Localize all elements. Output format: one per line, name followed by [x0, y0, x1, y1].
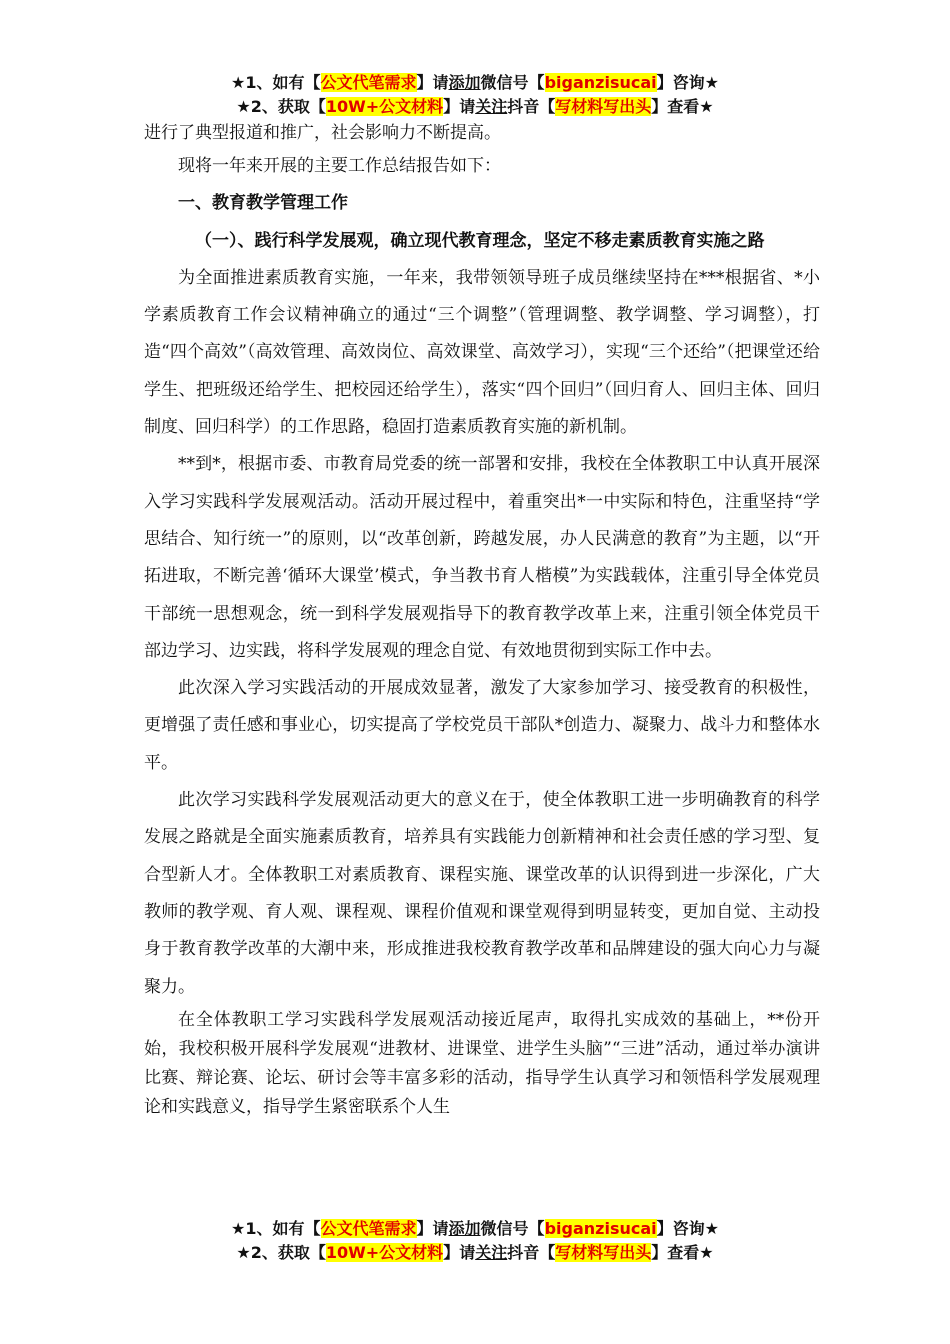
- banner-text: 】请: [443, 1243, 476, 1262]
- highlight-douyin-id: 写材料写出头: [555, 97, 652, 116]
- banner-text: 微信号【: [480, 1219, 545, 1238]
- paragraph: 现将一年来开展的主要工作总结报告如下：: [178, 156, 501, 176]
- banner-text-underlined: 关注: [475, 97, 508, 116]
- highlight-service: 公文代笔需求: [320, 73, 417, 92]
- banner-text: ★1、如有【: [231, 1219, 321, 1238]
- highlight-wechat-id: biganzisucai: [544, 1219, 657, 1238]
- banner-text: ★2、获取【: [236, 1243, 326, 1262]
- section-heading: 一、教育教学管理工作: [178, 193, 348, 214]
- banner-text: 】请: [443, 97, 476, 116]
- paragraph: 此次学习实践科学发展观活动更大的意义在于，使全体教职工进一步明确教育的科学发展之路就是全面实施素质教育，培养具有实践能力创新精神和社会责任感的学习型、复合型新人才。全体教职工对素质教育、课程实施、课堂改革的认识得到进一步深化，广大教师的教学观、育人观、课程观、课程价值观和课堂观得到明显转变，更加自觉、主动投身于教育教学改革的大潮中来，形成推进我校教育教学改革和品牌建设的强大向心力与凝聚力。: [144, 790, 820, 997]
- banner-text: 抖音【: [507, 1243, 556, 1262]
- highlight-wechat-id: biganzisucai: [544, 73, 657, 92]
- banner-text: 】请: [416, 73, 449, 92]
- banner-text: 】查看★: [651, 97, 714, 116]
- banner-text: 抖音【: [507, 97, 556, 116]
- footer-banner-line-2: [0, 1242, 950, 1264]
- highlight-douyin-id: 写材料写出头: [555, 1243, 652, 1262]
- document-body: [144, 118, 820, 1122]
- highlight-materials: 10W+公文材料: [325, 1243, 444, 1262]
- banner-text: ★2、获取【: [236, 97, 326, 116]
- header-banner-line-2: [0, 96, 950, 118]
- paragraph: **到*，根据市委、市教育局党委的统一部署和安排，我校在全体教职工中认真开展深入学习实践科学发展观活动。活动开展过程中，着重突出*一中实际和特色，注重坚持“学思结合、知行统一”的原则，以“改革创新，跨越发展，办人民满意的教育”为主题，以“开拓进取，不断完善‘循环大课堂’模式，争当教书育人楷模”为实践载体，注重引导全体党员干部统一思想观念，统一到科学发展观指导下的教育教学改革上来，注重引领全体党员干部边学习、边实践，将科学发展观的理念自觉、有效地贯彻到实际工作中去。: [144, 454, 820, 661]
- highlight-materials: 10W+公文材料: [325, 97, 444, 116]
- subsection-heading: （一）、践行科学发展观，确立现代教育理念，坚定不移走素质教育实施之路: [195, 230, 765, 251]
- banner-text: 】咨询★: [656, 73, 719, 92]
- banner-text: 微信号【: [480, 73, 545, 92]
- banner-text: ★1、如有【: [231, 73, 321, 92]
- banner-text-underlined: 添加: [448, 73, 481, 92]
- paragraph: 在全体教职工学习实践科学发展观活动接近尾声，取得扎实成效的基础上，**份开始，我校积极开展科学发展观“进教材、进课堂、进学生头脑”“三进”活动，通过举办演讲比赛、辩论赛、论坛、研讨会等丰富多彩的活动，指导学生认真学习和领悟科学发展观理论和实践意义，指导学生紧密联系个人生: [144, 1009, 820, 1117]
- paragraph: 此次深入学习实践活动的开展成效显著，激发了大家参加学习、接受教育的积极性，更增强了责任感和事业心，切实提高了学校党员干部队*创造力、凝聚力、战斗力和整体水平。: [144, 678, 820, 773]
- header-banner-line-1: [0, 72, 950, 94]
- highlight-service: 公文代笔需求: [320, 1219, 417, 1238]
- footer-banner-line-1: [0, 1218, 950, 1240]
- banner-text: 】请: [416, 1219, 449, 1238]
- banner-text-underlined: 添加: [448, 1219, 481, 1238]
- paragraph: 进行了典型报道和推广，社会影响力不断提高。: [144, 123, 501, 143]
- banner-text: 】查看★: [651, 1243, 714, 1262]
- paragraph: 为全面推进素质教育实施，一年来，我带领领导班子成员继续坚持在***根据省、*小学素质教育工作会议精神确立的通过“三个调整”（管理调整、教学调整、学习调整），打造“四个高效”（高效管理、高效岗位、高效课堂、高效学习），实现“三个还给”（把课堂还给学生、把班级还给学生、把校园还给学生），落实“四个回归”（回归育人、回归主体、回归制度、回归科学）的工作思路，稳固打造素质教育实施的新机制。: [144, 267, 820, 438]
- banner-text-underlined: 关注: [475, 1243, 508, 1262]
- banner-text: 】咨询★: [656, 1219, 719, 1238]
